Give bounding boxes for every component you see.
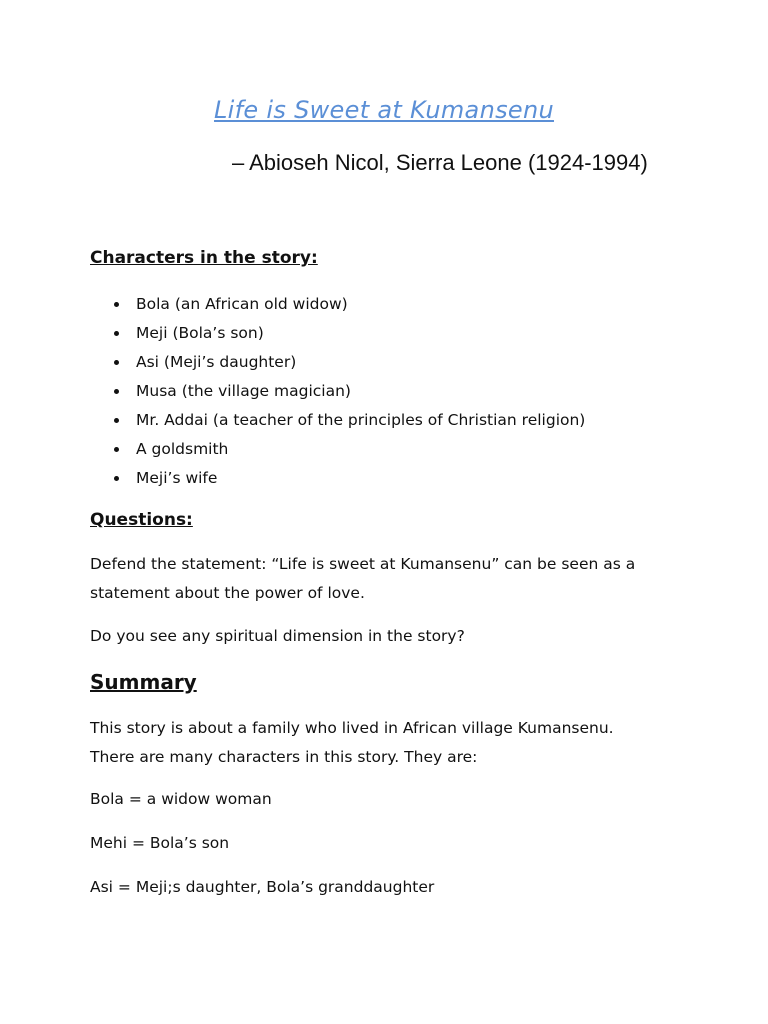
list-item	[110, 435, 585, 464]
character-text: Meji’s wife	[136, 469, 218, 487]
definition-line: Asi = Meji;s daughter, Bola’s granddaughter	[90, 878, 435, 896]
characters-list	[110, 290, 585, 493]
question-line-2: statement about the power of love.	[90, 584, 365, 602]
character-text: Meji (Bola’s son)	[136, 324, 264, 342]
character-text: Bola (an African old widow)	[136, 295, 348, 313]
character-text: Mr. Addai (a teacher of the principles of Christian religion)	[136, 411, 586, 429]
bullet-icon	[114, 331, 119, 336]
list-item	[110, 348, 585, 377]
summary-line-1: This story is about a family who lived in African village Kumansenu.	[90, 719, 614, 737]
author-line: – Abioseh Nicol, Sierra Leone (1924-1994)	[232, 150, 648, 175]
list-item	[110, 377, 585, 406]
definition-line: Mehi = Bola’s son	[90, 834, 230, 852]
character-text: Asi (Meji’s daughter)	[136, 353, 297, 371]
list-item	[110, 406, 585, 435]
character-text: A goldsmith	[136, 440, 229, 458]
bullet-icon	[114, 389, 119, 394]
bullet-icon	[114, 360, 119, 365]
summary-heading: Summary	[90, 670, 197, 694]
bullet-icon	[114, 418, 119, 423]
question-line-3: Do you see any spiritual dimension in the story?	[90, 627, 465, 645]
list-item	[110, 319, 585, 348]
question-line-1: Defend the statement: “Life is sweet at Kumansenu” can be seen as a	[90, 555, 636, 573]
list-item	[110, 290, 585, 319]
characters-heading: Characters in the story:	[90, 248, 318, 268]
bullet-icon	[114, 476, 119, 481]
bullet-icon	[114, 447, 119, 452]
bullet-icon	[114, 302, 119, 307]
document-title: Life is Sweet at Kumansenu	[214, 96, 554, 124]
summary-line-2: There are many characters in this story. They are:	[90, 748, 478, 766]
list-item	[110, 464, 585, 493]
definition-line: Bola = a widow woman	[90, 790, 272, 808]
questions-heading: Questions:	[90, 510, 193, 530]
character-text: Musa (the village magician)	[136, 382, 351, 400]
